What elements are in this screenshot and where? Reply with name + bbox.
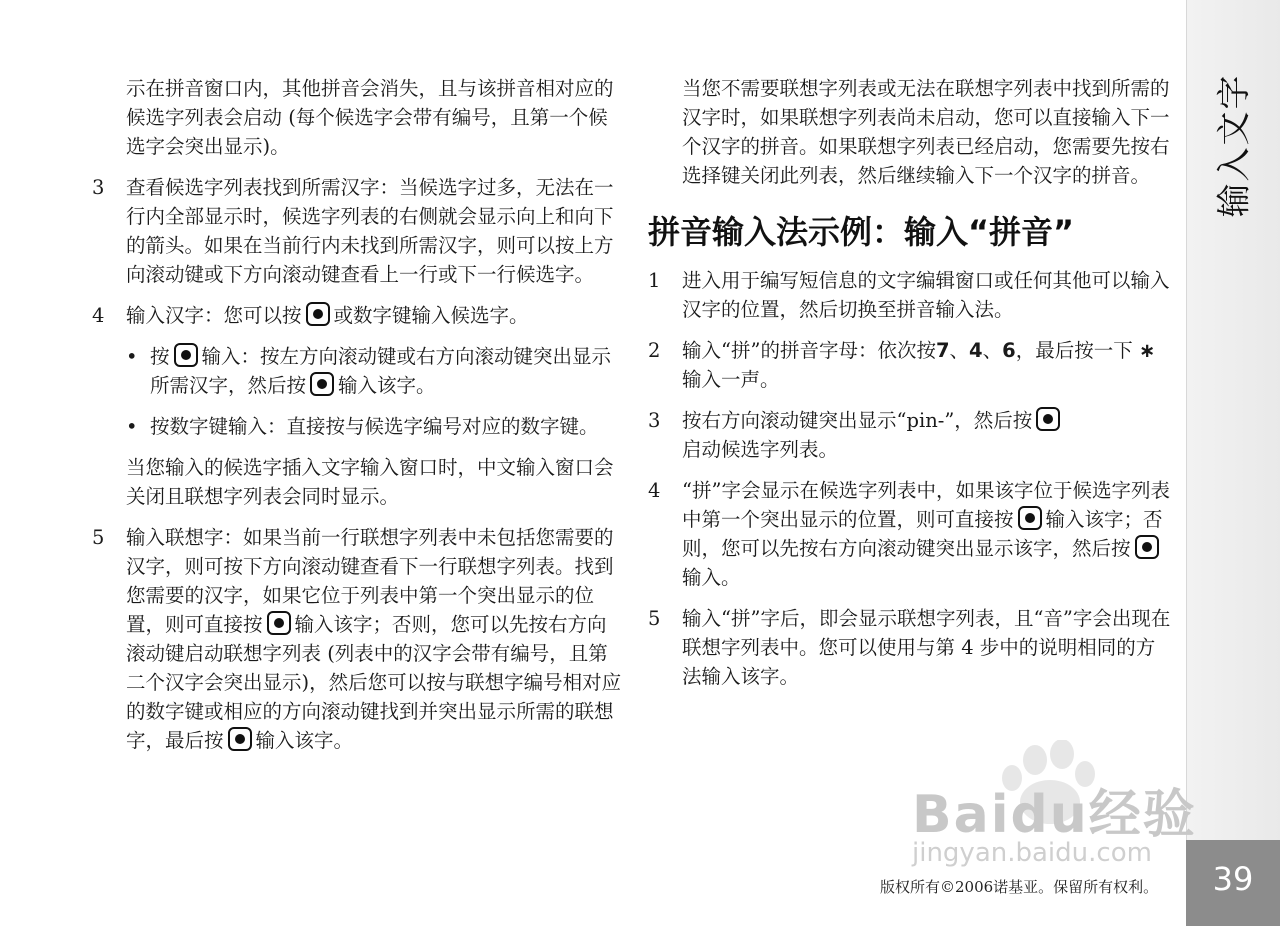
bullet-text: 输入：按左方向滚动键或右方向滚动键突出显示所需汉字，然后按 — [150, 345, 612, 397]
navi-key-icon — [1135, 535, 1159, 559]
step-number: 4 — [648, 479, 661, 502]
example-step-4 — [648, 476, 1172, 592]
step-number: 4 — [92, 304, 105, 327]
step-text: 启动候选字列表。 — [682, 438, 839, 461]
step-text: 输入。 — [682, 566, 741, 589]
navi-key-icon — [1018, 506, 1042, 530]
step-text: 输入该字；否则，您可以先按右方向滚动键启动联想字列表 (列表中的汉字会带有编号，且第二个汉字会突出显示)，然后您可以按与联想字编号相对应的数字键或相应的方向滚动键找到并突出显示所需的联想字，最后按 — [126, 613, 622, 752]
left-column — [92, 74, 624, 767]
right-column — [648, 74, 1172, 703]
example-step-5 — [648, 604, 1172, 691]
step-text: 输入“拼”字后，即会显示联想字列表，且“音”字会出现在联想字列表中。您可以使用与第 4 步中的说明相同的方法输入该字。 — [682, 607, 1171, 688]
step-number: 3 — [92, 176, 105, 199]
step-number: 5 — [648, 607, 661, 630]
example-step-3 — [648, 406, 1172, 464]
right-intro: 当您不需要联想字列表或无法在联想字列表中找到所需的汉字时，如果联想字列表尚未启动，您可以直接输入下一个汉字的拼音。如果联想字列表已经启动，您需要先按右选择键关闭此列表，然后继续输入下一个汉字的拼音。 — [682, 77, 1170, 187]
step-text: ，最后按一下 — [1015, 339, 1133, 362]
step-number: 1 — [648, 269, 661, 292]
step-lead: 输入汉字： — [126, 304, 224, 327]
step-number: 3 — [648, 409, 661, 432]
step-text: 您可以按 — [223, 304, 302, 327]
navi-key-icon — [174, 343, 198, 367]
step-text: 或数字键输入候选字。 — [333, 304, 529, 327]
step-text: 按右方向滚动键突出显示“pin-”，然后按 — [682, 409, 1033, 432]
left-note: 当您输入的候选字插入文字输入窗口时，中文输入窗口会关闭且联想字列表会同时显示。 — [126, 456, 614, 508]
separator: 、 — [982, 339, 1003, 362]
key-4: 4 — [969, 339, 983, 362]
step-text: 输入该字。 — [255, 729, 354, 752]
page-number: 39 — [1212, 860, 1254, 898]
bullet-text: 按 — [150, 345, 170, 368]
bullet-icon: • — [126, 415, 138, 438]
bullet-item — [92, 342, 624, 400]
bullet-icon: • — [126, 345, 138, 368]
step-number: 2 — [648, 339, 661, 362]
step-text: 输入“拼”的拼音字母：依次按 — [682, 339, 936, 362]
bullet-text: 按数字键输入：直接按与候选字编号对应的数字键。 — [150, 415, 599, 438]
left-intro: 示在拼音窗口内，其他拼音会消失，且与该拼音相对应的候选字列表会启动 (每个候选字会带有编号，且第一个候选字会突出显示)。 — [126, 77, 614, 158]
section-heading: 拼音输入法示例：输入“拼音” — [648, 213, 1075, 251]
bullet-text: 输入该字。 — [338, 374, 436, 397]
navi-key-icon — [1036, 407, 1060, 431]
navi-key-icon — [267, 611, 291, 635]
navi-key-icon — [306, 302, 330, 326]
navi-key-icon — [310, 372, 334, 396]
separator: 、 — [949, 339, 970, 362]
step-text: 如果当前一行联想字列表中未包括您需要的汉字，则可按下方向滚动键查看下一行联想字列表。找到您需要的汉字，如果它位于列表中第一个突出显示的位置，则可直接按 — [126, 526, 614, 636]
example-step-1 — [648, 266, 1172, 324]
chapter-title — [1196, 70, 1266, 220]
step-3 — [92, 173, 624, 289]
key-6: 6 — [1002, 339, 1016, 362]
step-lead: 输入联想字： — [126, 526, 244, 549]
watermark-url: jingyan.baidu.com — [912, 838, 1152, 868]
bullet-item — [92, 412, 624, 441]
chapter-title-text: 输入文字 — [1214, 73, 1255, 217]
watermark-logo: Baidu经验 — [912, 785, 1197, 845]
key-7: 7 — [935, 339, 950, 362]
step-lead: 查看候选字列表找到所需汉字： — [126, 176, 400, 199]
step-text: 进入用于编写短信息的文字编辑窗口或任何其他可以输入汉字的位置，然后切换至拼音输入法。 — [682, 269, 1170, 321]
step-4 — [92, 301, 624, 330]
star-key: ∗ — [1138, 339, 1156, 362]
step-text: 输入该字；否则，您可以先按右方向滚动键突出显示该字，然后按 — [682, 508, 1163, 560]
step-text: “拼”字会显示在候选字列表中，如果该字位于候选字列表中第一个突出显示的位置，则可直接按 — [682, 479, 1170, 531]
copyright-footer: 版权所有©2006诺基亚。保留所有权利。 — [880, 878, 1159, 896]
example-step-2 — [648, 336, 1172, 394]
navi-key-icon — [228, 727, 252, 751]
step-text: 当候选字过多，无法在一行内全部显示时，候选字列表的右侧就会显示向上和向下的箭头。如果在当前行内未找到所需汉字，则可以按上方向滚动键或下方向滚动键查看上一行或下一行候选字。 — [126, 176, 614, 286]
step-number: 5 — [92, 526, 105, 549]
step-5 — [92, 523, 624, 755]
step-text: 输入一声。 — [682, 368, 780, 391]
